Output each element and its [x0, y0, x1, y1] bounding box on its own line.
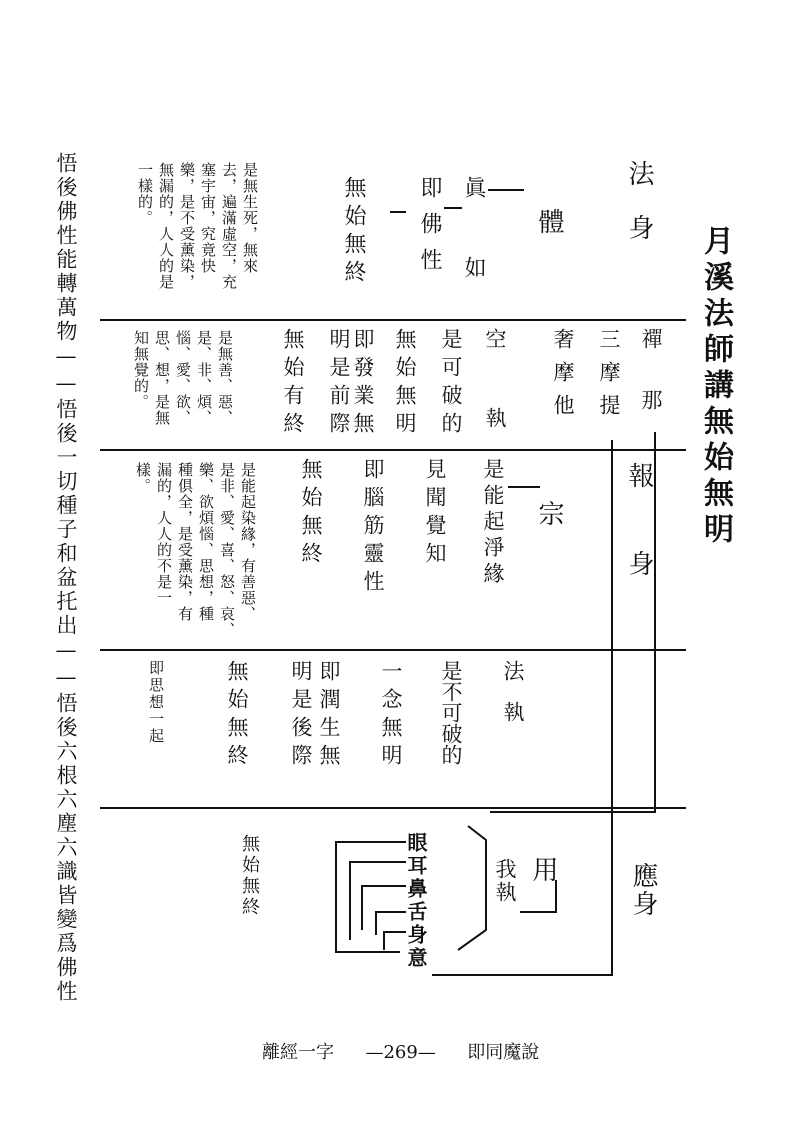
organ-ear: 耳 — [404, 855, 428, 878]
category-yingshen: 應身 — [628, 862, 658, 918]
row3-jinao: 即腦筋靈性 — [361, 458, 385, 598]
row2-sanmo: 三摩提 — [597, 328, 621, 427]
organ-tongue: 舌 — [404, 901, 428, 924]
row4-jisi: 即思想一起 — [147, 660, 165, 745]
row3-jianwen: 見聞覺知 — [423, 458, 447, 570]
bracket-line — [350, 862, 406, 940]
row1-zhen: 眞 — [461, 176, 486, 206]
row2-jifa: 即發業無 — [351, 328, 375, 440]
bracket-line — [362, 886, 406, 930]
row2-note: 是無善、惡、 是、非、煩、 惱、愛、欲、 思、想，是無 知無覺的。 — [132, 330, 234, 426]
category-baoshen: 報身 — [624, 462, 654, 638]
category-ti: 體 — [534, 208, 564, 236]
row4-shibuke: 是不可破的 — [439, 660, 463, 765]
left-margin-text: 悟後佛性能轉萬物——悟後一切種子和盆托出——悟後六根六塵六識皆變爲佛性 — [54, 152, 78, 1004]
row2-chan: 禪那 — [639, 328, 663, 450]
row1-wushi: 無始無終 — [341, 176, 366, 288]
organ-eye: 眼 — [404, 832, 428, 855]
row2-shemo: 奢摩他 — [551, 328, 575, 427]
row3-wushi: 無始無終 — [299, 458, 323, 570]
category-fashen: 法身 — [624, 160, 654, 268]
row4-yinian: 一念無明 — [379, 660, 403, 772]
row3-note: 是能起染緣，有善惡、 是非、愛、喜、怒、哀、 樂、欲煩惱、思想，種 種俱全，是受薰染，有 漏的，人人的不是一 樣。 — [134, 462, 257, 638]
page-number: —269— — [365, 1042, 436, 1063]
category-zong: 宗 — [534, 500, 564, 528]
bracket-line — [384, 932, 406, 950]
row5-wozhi: 我執 — [493, 858, 517, 904]
category-yong: 用 — [528, 856, 558, 884]
row4-fazhi: 法執 — [501, 660, 525, 742]
row3-shineng: 是能起淨緣 — [481, 458, 505, 588]
row4-minghou: 明是後際 — [289, 660, 313, 772]
footer-right: 即同魔說 — [467, 1042, 540, 1063]
footer — [262, 1038, 539, 1064]
row1-ru: 如 — [461, 256, 486, 286]
footer-book: 離經一字 — [262, 1042, 334, 1063]
row2-mingshi: 明是前際 — [327, 328, 351, 440]
row2-wushiyou: 無始有終 — [281, 328, 305, 440]
row2-wushiwuming: 無始無明 — [393, 328, 417, 440]
row1-note: 是無生死，無來 去，遍滿虛空，充 塞宇宙，究竟快 樂，是不受薰染， 無漏的，人人的是 一樣的。 — [136, 162, 259, 290]
row4-jirun: 即潤生無 — [317, 660, 341, 772]
row2-kongzhi: 空執 — [483, 328, 507, 486]
bracket-line — [336, 842, 406, 952]
bracket-line — [520, 880, 556, 912]
organ-mind: 意 — [404, 947, 428, 970]
organ-nose: 鼻 — [404, 878, 428, 901]
row5-wushi: 無始無終 — [239, 834, 260, 918]
book-title: 月溪法師講無始無明 — [698, 225, 733, 549]
row1-jifoxing: 即佛性 — [417, 176, 442, 284]
organ-body: 身 — [404, 924, 428, 947]
row4-wushi: 無始無終 — [225, 660, 249, 772]
row5-organs — [406, 832, 426, 970]
bracket-line — [458, 826, 486, 950]
row2-shikepo: 是可破的 — [439, 328, 463, 440]
